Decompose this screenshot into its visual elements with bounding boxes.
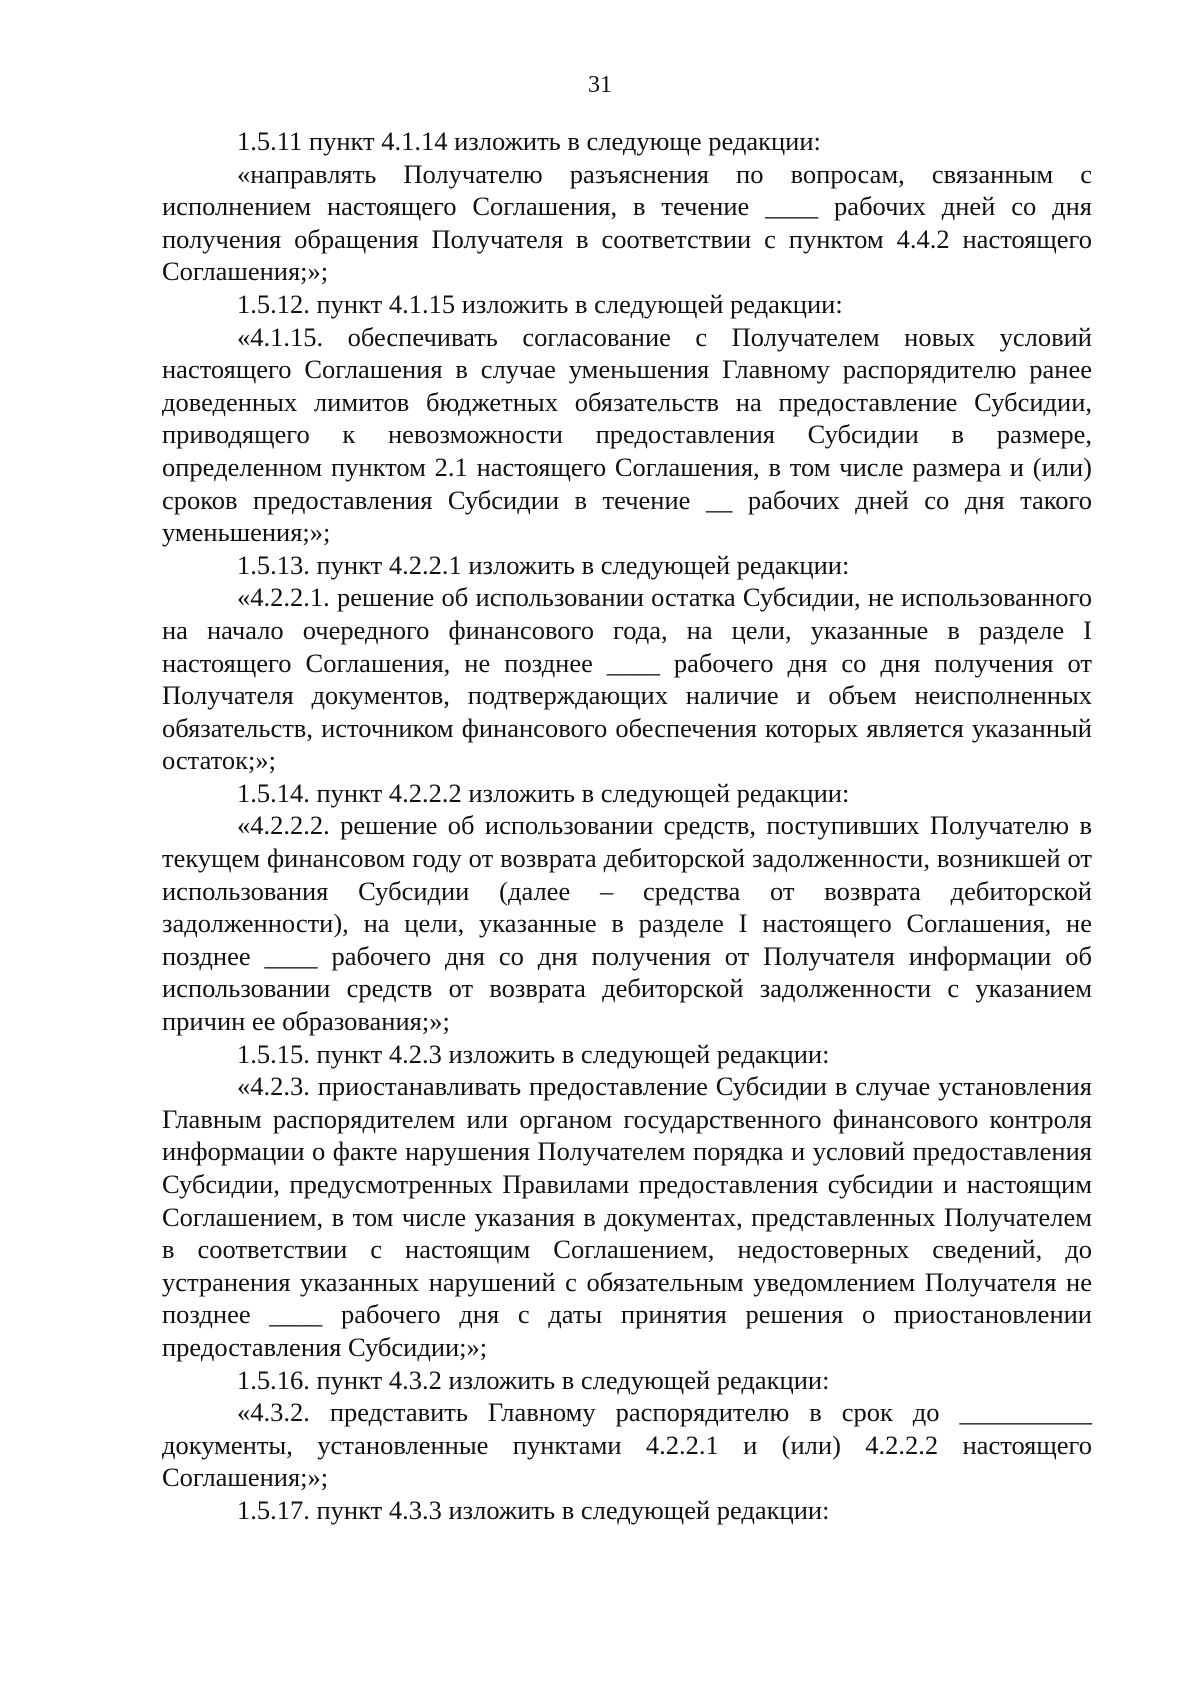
paragraph-quote-4-1-15: «4.1.15. обеспечивать согласование с Получателем новых условий настоящего Соглашения в случае уменьшения Главному распорядителю ранее доведенных лимитов бюджетных обязательств на предоставление Субсидии, приводящего к невозможности предоставления Субсидии в размере, определенном пунктом 2.1 настоящего Соглашения, в том числе размера и (или) сроков предоставления Субсидии в течение __ рабочих дней со дня такого уменьшения;»; (162, 321, 1092, 548)
page-number: 31 (588, 72, 612, 98)
paragraph-quote-4-1-14: «направлять Получателю разъяснения по вопросам, связанным с исполнением настоящего Соглашения, в течение ____ рабочих дней со дня получения обращения Получателя в соответствии с пунктом 4.4.2 настоящего Соглашения;»; (162, 158, 1092, 287)
paragraph-quote-4-2-2-2: «4.2.2.2. решение об использовании средств, поступивших Получателю в текущем финансовом году от возврата дебиторской задолженности, возникшей от использования Субсидии (далее – средства от возврата дебиторской задолженности), на цели, указанные в разделе I настоящего Соглашения, не позднее ____ рабочего дня со дня получения от Получателя информации об использовании средств от возврата дебиторской задолженности с указанием причин ее образования;»; (162, 810, 1092, 1037)
paragraph-heading-1-5-16: 1.5.16. пункт 4.3.2 изложить в следующей редакции: (237, 1364, 830, 1395)
paragraph-heading-1-5-13: 1.5.13. пункт 4.2.2.1 изложить в следующей редакции: (237, 549, 850, 580)
paragraph-heading-1-5-15: 1.5.15. пункт 4.2.3 изложить в следующей редакции: (237, 1038, 830, 1069)
paragraph-heading-1-5-14: 1.5.14. пункт 4.2.2.2 изложить в следующей редакции: (237, 777, 850, 808)
paragraph-quote-4-3-2: «4.3.2. представить Главному распорядителю в срок до __________ документы, установленные пунктами 4.2.2.1 и (или) 4.2.2.2 настоящего Соглашения;»; (162, 1397, 1092, 1493)
paragraph-heading-1-5-12: 1.5.12. пункт 4.1.15 изложить в следующей редакции: (237, 288, 843, 319)
document-body (162, 125, 1092, 1527)
paragraph-quote-4-2-3: «4.2.3. приостанавливать предоставление Субсидии в случае установления Главным распорядителем или органом государственного финансового контроля информации о факте нарушения Получателем порядка и условий предоставления Субсидии, предусмотренных Правилами предоставления субсидии и настоящим Соглашением, в том числе указания в документах, представленных Получателем в соответствии с настоящим Соглашением, недостоверных сведений, до устранения указанных нарушений с обязательным уведомлением Получателя не позднее ____ рабочего дня с даты принятия решения о приостановлении предоставления Субсидии;»; (162, 1071, 1092, 1362)
paragraph-heading-1-5-17: 1.5.17. пункт 4.3.3 изложить в следующей редакции: (237, 1494, 830, 1525)
paragraph-quote-4-2-2-1: «4.2.2.1. решение об использовании остатка Субсидии, не использованного на начало очередного финансового года, на цели, указанные в разделе I настоящего Соглашения, не позднее ____ рабочего дня со дня получения от Получателя документов, подтверждающих наличие и объем неисполненных обязательств, источником финансового обеспечения которых является указанный остаток;»; (162, 582, 1092, 776)
paragraph-heading-1-5-11: 1.5.11 пункт 4.1.14 изложить в следующе редакции: (237, 126, 821, 156)
